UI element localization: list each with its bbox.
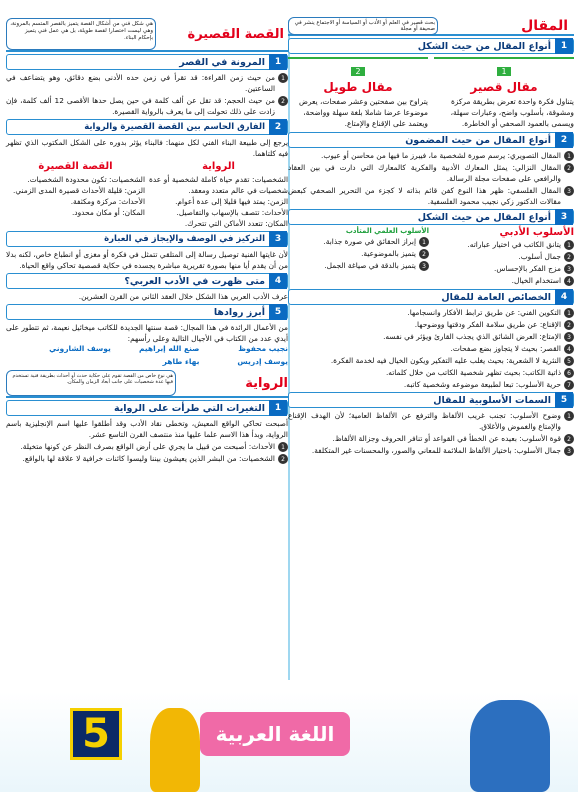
short-story-box: القصة القصيرة الشخصيات: تكون محدودة الشخصيات. الزمن: قليلة الأحداث قصيرة المدى الزمني. الأحداث: مركزة ومكثفة. المكان: أو مكان محدود.: [13, 161, 145, 217]
list-item: 1 التكوين الفني: عن طريق ترابط الأفكار وانسجامها.: [288, 307, 574, 318]
story-header: [6, 18, 288, 52]
pioneers-grid: [6, 344, 288, 366]
style-types: [288, 227, 574, 287]
list-item: 4 القصر: بحيث لا يتجاوز بضع صفحات.: [288, 343, 574, 354]
list-item: 2 قوة الأسلوب: بعيده عن الخطأ في القواعد أو تنافر الحروف وجزالة الألفاظ.: [288, 433, 574, 444]
section-2-text: يرجع إلى طبيعة البناء الفني لكل منهما: فالبناء يؤثر بدوره على الشكل المكتوب الذي تظهر فيه كلتاهما.: [6, 138, 288, 158]
list-item: 3 يتميز بالدقة في صياغة الجمل.: [288, 260, 429, 271]
list-item: 1 من حيث زمن القراءة: قد تقرأ في زمن حده الأدنى بضع دقائق، وهو يتضاعف في الساعتين.: [6, 72, 288, 94]
story-definition-note: هي شكل فني من أشكال القصة يتميز بالقصر المتسم بالمرونة، وهي ليست اختصارا لقصة طويلة، بل هي عمل فني يتميز بإحكام البناء.: [6, 18, 156, 50]
list-item: 1 المقال التصويري: يرسم صورة لشخصية ما، فيبرز ما فيها من محاسن أو عيوب.: [288, 150, 574, 161]
list-item: 7 حرية الأسلوب: تبعا لطبيعة موضوعه وشخصية كاتبه.: [288, 379, 574, 390]
novel-header: [6, 370, 288, 398]
list-item: 3 جمال الأسلوب: باختيار الألفاظ الملائمة للمعاني والصور، والمحسنات غير المتكلفة.: [288, 445, 574, 456]
essay-section-3: 3 أنواع المقال من حيث الشكل: [288, 209, 574, 225]
pioneer-name: صنع الله إبراهيم: [138, 344, 200, 353]
short-essay-box: 1 مقال قصير يتناول فكرة واحدة تعرض بطريقة مركزة ومشوقة، بأسلوب واضح، وعبارات سهلة، ويسمى بالعمود الصحفي أو الخاطرة.: [434, 57, 574, 129]
story-section-4: 4 متى ظهرت في الأدب العربي؟: [6, 273, 288, 289]
list-item: 2 جمال أسلوب.: [433, 251, 574, 262]
pioneer-name: بهاء طاهر: [162, 357, 200, 366]
list-item: 2 يتميز بالموضوعية.: [288, 248, 429, 259]
essay-tag: المقال: [521, 18, 568, 34]
story-section-3: 3 التركيز في الوصف والإيجاز في العبارة: [6, 231, 288, 247]
novel-section-1: 1 التغيرات التي طرأت على الرواية: [6, 400, 288, 416]
story-column: [6, 18, 288, 465]
novel-text: أصبحت تحاكي الواقع المعيش، وتخطى نقاد الأدب وقد أطلقوا عليها اسم الإنجليزية باسم الرواية، وبدأ هذا الاسم علما عليها منذ منتصف القرن التاسع عشر.: [6, 419, 288, 439]
story-section-5: 5 أبرز روادها: [6, 304, 288, 320]
novel-definition-note: هي نوع خاص من القصة تقوم على حكاية حدث أو أحداث بطريقة فنية تستخدم فيها عدة شخصيات على جانب أبعاد الزمان والمكان.: [6, 370, 176, 396]
list-item: 4 استخدام الخيال.: [433, 275, 574, 286]
content-type-list: [288, 150, 574, 207]
stylistic-features-list: [288, 410, 574, 456]
list-item: 3 الإمتاع: العرض الشائق الذي يجذب القارئ ويؤثر في نفسه.: [288, 331, 574, 342]
novel-title: الرواية: [245, 375, 288, 391]
essay-shape-types: [288, 57, 574, 129]
list-item: 1 يتانق الكاتب في اختيار عباراته.: [433, 239, 574, 250]
section-3-text: لأن غايتها الفنية توصيل رسالة إلى المتلقي تتمثل في فكرة أو مغزى أو انطباع خاص، لكنه بدلا من أن يقدم أيا منها بصورة تقريرية مباشرة يجسده في حكاية قصصية تحاكي واقع الحياة.: [6, 250, 288, 270]
essay-header: [288, 18, 574, 36]
list-item: 5 النثرية لا الشعرية: بحيث يغلب عليه التفكير ويكون الخيال فيه لخدمة الفكرة.: [288, 355, 574, 366]
section-5-text: من الأعمال الرائدة في هذا المجال: قصة سنتها الجديدة للكاتب ميخائيل نعيمة، ثم تتطور على أيدي عدد من الكتاب في الأجيال التالية وعلى رأسهم:: [6, 323, 288, 343]
character-illustration-right: [470, 700, 550, 792]
list-item: 3 مزج الفكر بالإحساس.: [433, 263, 574, 274]
essay-column: [288, 18, 574, 457]
story-title: القصة القصيرة: [187, 26, 284, 42]
long-essay-box: 2 مقال طويل يتراوح بين صفحتين وعشر صفحات، يعرض موضوعا عرضا شاملا بلغة سهلة وواضحة، ويعتمد على الإقناع والإمتاع.: [288, 57, 428, 129]
essay-section-4: 4 الخصائص العامة للمقال: [288, 289, 574, 305]
pioneer-name: يوسف الشاروني: [49, 344, 111, 353]
novel-vs-short-story: [6, 159, 288, 229]
character-illustration-left: [150, 708, 200, 792]
scientific-style-box: الأسلوب العلمي المتأدب 1 إبراز الحقائق في صورة جذابة. 2 يتميز بالموضوعية. 3 يتميز بالدقة في صياغة الجمل.: [288, 227, 429, 287]
section-4-text: عرف الأدب العربي هذا الشكل خلال العقد الثاني من القرن العشرين.: [78, 292, 288, 301]
list-item: 1 إبراز الحقائق في صورة جذابة.: [288, 236, 429, 247]
list-item: 2 الإقناع: عن طريق سلامة الفكر ودقتها ووضوحها.: [288, 319, 574, 330]
page-number-badge: 5: [70, 708, 122, 760]
list-item: 2 الشخصيات: من البشر الذين يعيشون بيننا وليسوا كائنات خرافية لا علاقة لها بالواقع.: [6, 453, 288, 464]
pioneer-name: يوسف إدريس: [237, 357, 288, 366]
list-item: 2 المقال النزالي: يمثل المعارك الأدبية والفكرية كالمعارك التي دارت في بين العقاد والرافعي على صفحات مجلة الرسالة.: [288, 162, 574, 184]
characteristics-list: [288, 307, 574, 390]
essay-section-5: 5 السمات الأسلوبية للمقال: [288, 392, 574, 408]
list-item: 6 ذاتية الكاتب: بحيث تظهر شخصية الكاتب من خلال كلماته.: [288, 367, 574, 378]
essay-section-1: 1 أنواع المقال من حيث الشكل: [288, 38, 574, 54]
novel-box: الرواية الشخصيات: تقدم حياة كاملة لشخصية أو عدة شخصيات في عالم متعدد ومعقد. الزمن: يمتد فيها قليلا إلى عدة أعوام. الأحداث: تتصف بالإسهاب والتفاصيل. المكان: تتعدد الأماكن التي تتحرك.: [149, 161, 288, 228]
arabic-language-logo: اللغة العربية: [200, 712, 350, 756]
list-item: 2 من حيث الحجم: قد تقل عن ألف كلمة في حين يصل حدها الأقصى 12 ألف كلمة، فإن زادت على ذلك تحولت إلى ما يعرف بالرواية القصيرة.: [6, 95, 288, 117]
literary-style-box: الأسلوب الأدبي 1 يتانق الكاتب في اختيار عباراته. 2 جمال أسلوب. 3 مزج الفكر بالإحساس. 4 استخدام الخيال.: [433, 227, 574, 287]
essay-section-2: 2 أنواع المقال من حيث المضمون: [288, 132, 574, 148]
essay-definition-note: بحث قصير في العلم أو الأدب أو السياسة أو الاجتماع ينشر في صحيفة أو مجلة: [288, 17, 438, 35]
list-item: 1 الأحداث: أصبحت من قبيل ما يجري على أرض الواقع بصرف النظر عن كونها متخيلة.: [6, 441, 288, 452]
pioneer-name: نجيب محفوظ: [238, 344, 288, 353]
story-section-2: 2 الفارق الحاسم بين القصة القصيرة والرواية: [6, 119, 288, 135]
list-item: 3 المقال الفلسفي: ظهر هذا النوع كفن قائم بذاته لا كجزء من التحرير الصحفي كبعض مقالات الدكتور زكي نجيب محمود الفلسفية.: [288, 185, 574, 207]
list-item: 1 وضوح الأسلوب: تجنب غريب الألفاظ والترفع عن الألفاظ العامية؛ لأن الهدف الإقناع والإمتاع والغموض والأغلاق.: [288, 410, 574, 432]
story-section-1: 1 المرونة في القصر: [6, 54, 288, 70]
